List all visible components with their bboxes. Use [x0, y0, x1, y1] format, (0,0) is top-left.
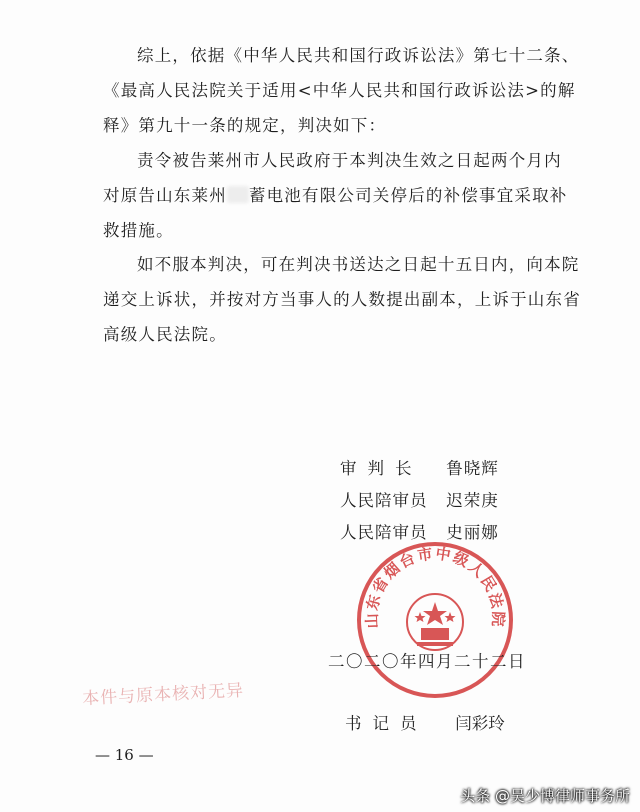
paragraph-appeal-notice [103, 247, 581, 352]
text-line: 递交上诉状，并按对方当事人的人数提出副本，上诉于山东省 [103, 290, 581, 309]
paragraph-judgment-order [103, 143, 568, 248]
signature-name: 史丽娜 [446, 523, 499, 542]
signature-juror-1 [340, 487, 499, 511]
court-seal [355, 540, 515, 700]
judgment-date: 二〇二〇年四月二十二日 [328, 652, 526, 671]
text-line: 综上，依据《中华人民共和国行政诉讼法》第七十二条、 [137, 46, 580, 65]
page-number: — 16 — [95, 746, 154, 764]
signature-role: 书记员 [345, 714, 428, 733]
signature-clerk [345, 710, 505, 734]
paragraph-judgment-basis [103, 38, 580, 143]
text-line: 高级人民法院。 [103, 325, 227, 344]
signature-role: 人民陪审员 [340, 491, 428, 510]
text-segment: 对原告山东莱州 [103, 186, 227, 205]
verification-stamp: 本件与原本核对无异 [81, 680, 245, 710]
text-segment: 蓄电池有限公司关停后的补偿事宜采取补 [248, 186, 568, 205]
signature-role: 人民陪审员 [340, 523, 428, 542]
signature-name: 迟荣庚 [446, 491, 499, 510]
source-watermark: 头条 @吴少博律师事务所 [460, 787, 630, 805]
seal-text: 山东省烟台市中级人民法院 [362, 544, 508, 629]
text-line: 责令被告莱州市人民政府于本判决生效之日起两个月内 [137, 151, 562, 170]
text-line: 如不服本判决，可在判决书送达之日起十五日内，向本院 [137, 255, 580, 274]
redaction-mark [227, 186, 249, 203]
text-line: 救措施。 [103, 221, 174, 240]
text-line: 《最高人民法院关于适用<中华人民共和国行政诉讼法>的解 [103, 81, 576, 100]
signature-role: 审判长 [340, 459, 423, 478]
text-line: 释》第九十一条的规定，判决如下： [103, 116, 387, 135]
signature-presiding-judge [340, 455, 499, 479]
signature-name: 鲁晓辉 [446, 459, 499, 478]
national-emblem-icon [407, 594, 463, 650]
text-line [103, 178, 568, 213]
signature-name: 闫彩玲 [455, 714, 505, 733]
